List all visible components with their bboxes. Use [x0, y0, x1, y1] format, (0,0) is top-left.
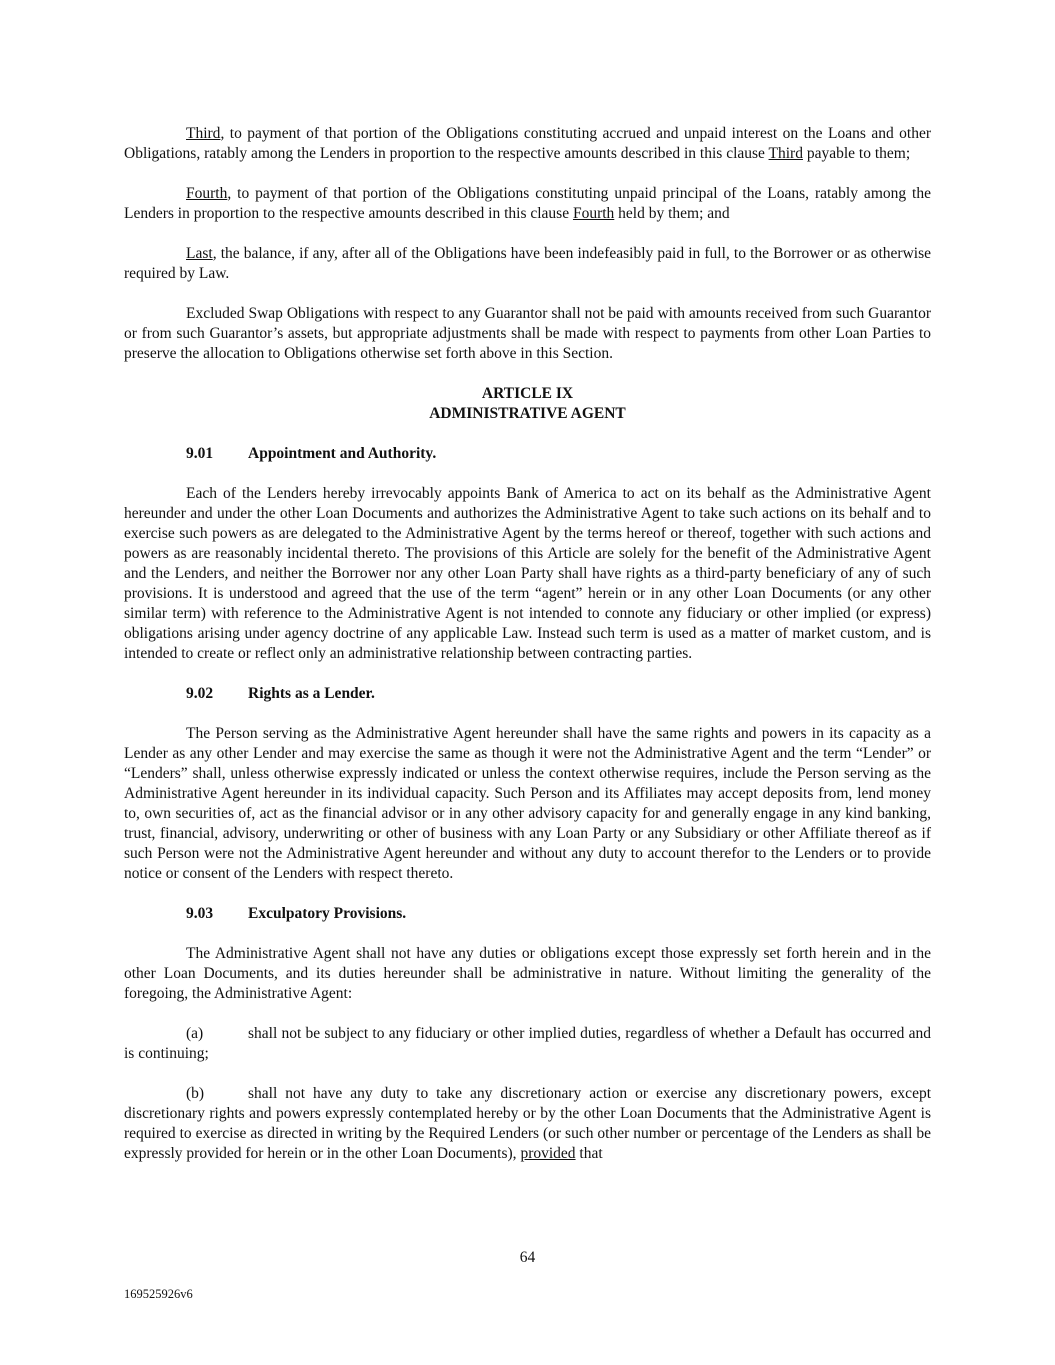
- clause-lead-fourth: Fourth: [186, 185, 228, 202]
- clause-a: [124, 1024, 931, 1064]
- clause-ref-third: Third: [768, 145, 803, 162]
- section-title: Appointment and Authority.: [248, 445, 437, 462]
- clause-lead-third: Third: [186, 125, 221, 142]
- paragraph-third: Third, to payment of that portion of the Obligations constituting accrued and unpaid interest on the Loans and other Obligations, ratably among the Lenders in proportion to the respective amounts described in this clause Third payable to them;: [124, 125, 931, 162]
- section-body-9-01: Each of the Lenders hereby irrevocably appoints Bank of America to act on its behalf as the Administrative Agent hereunder and under the other Loan Documents and authorizes the Administrative Agent to take such actions on its behalf and to exercise such powers as are delegated to the Administrative Agent by the terms hereof or thereof, together with such actions and powers as are reasonably incidental thereto. The provisions of this Article are solely for the benefit of the Administrative Agent and the Lenders, and neither the Borrower nor any other Loan Party shall have rights as a third-party beneficiary of any of such provisions. It is understood and agreed that the use of the term “agent” herein or in any other Loan Documents (or any other similar term) with reference to the Administrative Agent is not intended to connote any fiduciary or other implied (or express) obligations arising under agency doctrine of any applicable Law. Instead such term is used as a matter of market custom, and is intended to create or reflect only an administrative relationship between contracting parties.: [124, 485, 931, 662]
- document-page: [124, 124, 931, 1164]
- paragraph-excluded-swap: Excluded Swap Obligations with respect to any Guarantor shall not be paid with amounts received from such Guarantor or from such Guarantor’s assets, but appropriate adjustments shall be made with respect to payments from other Loan Parties to preserve the allocation to Obligations otherwise set forth above in this Section.: [124, 305, 931, 362]
- section-heading-9-01: [124, 444, 931, 464]
- paragraph-last: Last, the balance, if any, after all of the Obligations have been indefeasibly paid in full, to the Borrower or as otherwise required by Law.: [124, 245, 931, 282]
- clause-a-label: (a): [186, 1025, 204, 1042]
- section-heading-9-03: [124, 904, 931, 924]
- clause-b-label: (b): [186, 1085, 205, 1102]
- section-heading-9-02: [124, 684, 931, 704]
- section-number: 9.01: [186, 445, 214, 462]
- article-number: ARTICLE IX: [481, 385, 574, 402]
- article-heading: [124, 384, 931, 424]
- clause-b: (b) shall not have any duty to take any discretionary action or exercise any discretionary powers, except discretionary rights and powers expressly contemplated hereby or by the other Loan Documents that the Administrative Agent is required to exercise as directed in writing by the Required Lenders (or such other number or percentage of the Lenders as shall be expressly provided for herein or in the other Loan Documents), provided that: [124, 1085, 931, 1162]
- section-number: 9.03: [186, 905, 214, 922]
- paragraph-fourth: Fourth, to payment of that portion of the Obligations constituting unpaid principal of the Loans, ratably among the Lenders in proportion to the respective amounts described in this clause Fourth held by them; and: [124, 185, 931, 222]
- clause-a-text: shall not be subject to any fiduciary or other implied duties, regardless of whether a Default has occurred and is continuing;: [124, 1025, 931, 1062]
- article-title: ADMINISTRATIVE AGENT: [429, 405, 626, 422]
- provided-term: provided: [520, 1145, 576, 1162]
- clause-lead-last: Last: [186, 245, 213, 262]
- document-id: 169525926v6: [124, 1287, 193, 1301]
- section-title: Rights as a Lender.: [248, 685, 375, 702]
- section-body-9-02: The Person serving as the Administrative Agent hereunder shall have the same rights and powers in its capacity as a Lender as any other Lender and may exercise the same as though it were not the Administrative Agent and the term “Lender” or “Lenders” shall, unless otherwise expressly indicated or unless the context otherwise requires, include the Person serving as the Administrative Agent hereunder in its individual capacity. Such Person and its Affiliates may accept deposits from, lend money to, own securities of, act as the financial advisor or in any other advisory capacity for and generally engage in any kind banking, trust, financial, advisory, underwriting or other of business with any Loan Party or any Subsidiary or other Affiliate thereof as if such Person were not the Administrative Agent hereunder and without any duty to account therefor to the Lenders or to provide notice or consent of the Lenders with respect thereto.: [124, 725, 931, 882]
- section-title: Exculpatory Provisions.: [248, 905, 407, 922]
- page-number: 64: [519, 1249, 536, 1266]
- clause-ref-fourth: Fourth: [572, 205, 615, 222]
- section-body-9-03: The Administrative Agent shall not have any duties or obligations except those expressly set forth herein and in the other Loan Documents, and its duties hereunder shall be administrative in nature. Without limiting the generality of the foregoing, the Administrative Agent:: [124, 945, 931, 1002]
- section-number: 9.02: [186, 685, 214, 702]
- clause-b-text: shall not have any duty to take any discretionary action or exercise any discretionary powers, except discretionary rights and powers expressly contemplated hereby or by the other Loan Documents that the Administrative Agent is required to exercise as directed in writing by the Required Lenders (or such other number or percentage of the Lenders as shall be expressly provided for herein or in the other Loan Documents),: [124, 1085, 931, 1162]
